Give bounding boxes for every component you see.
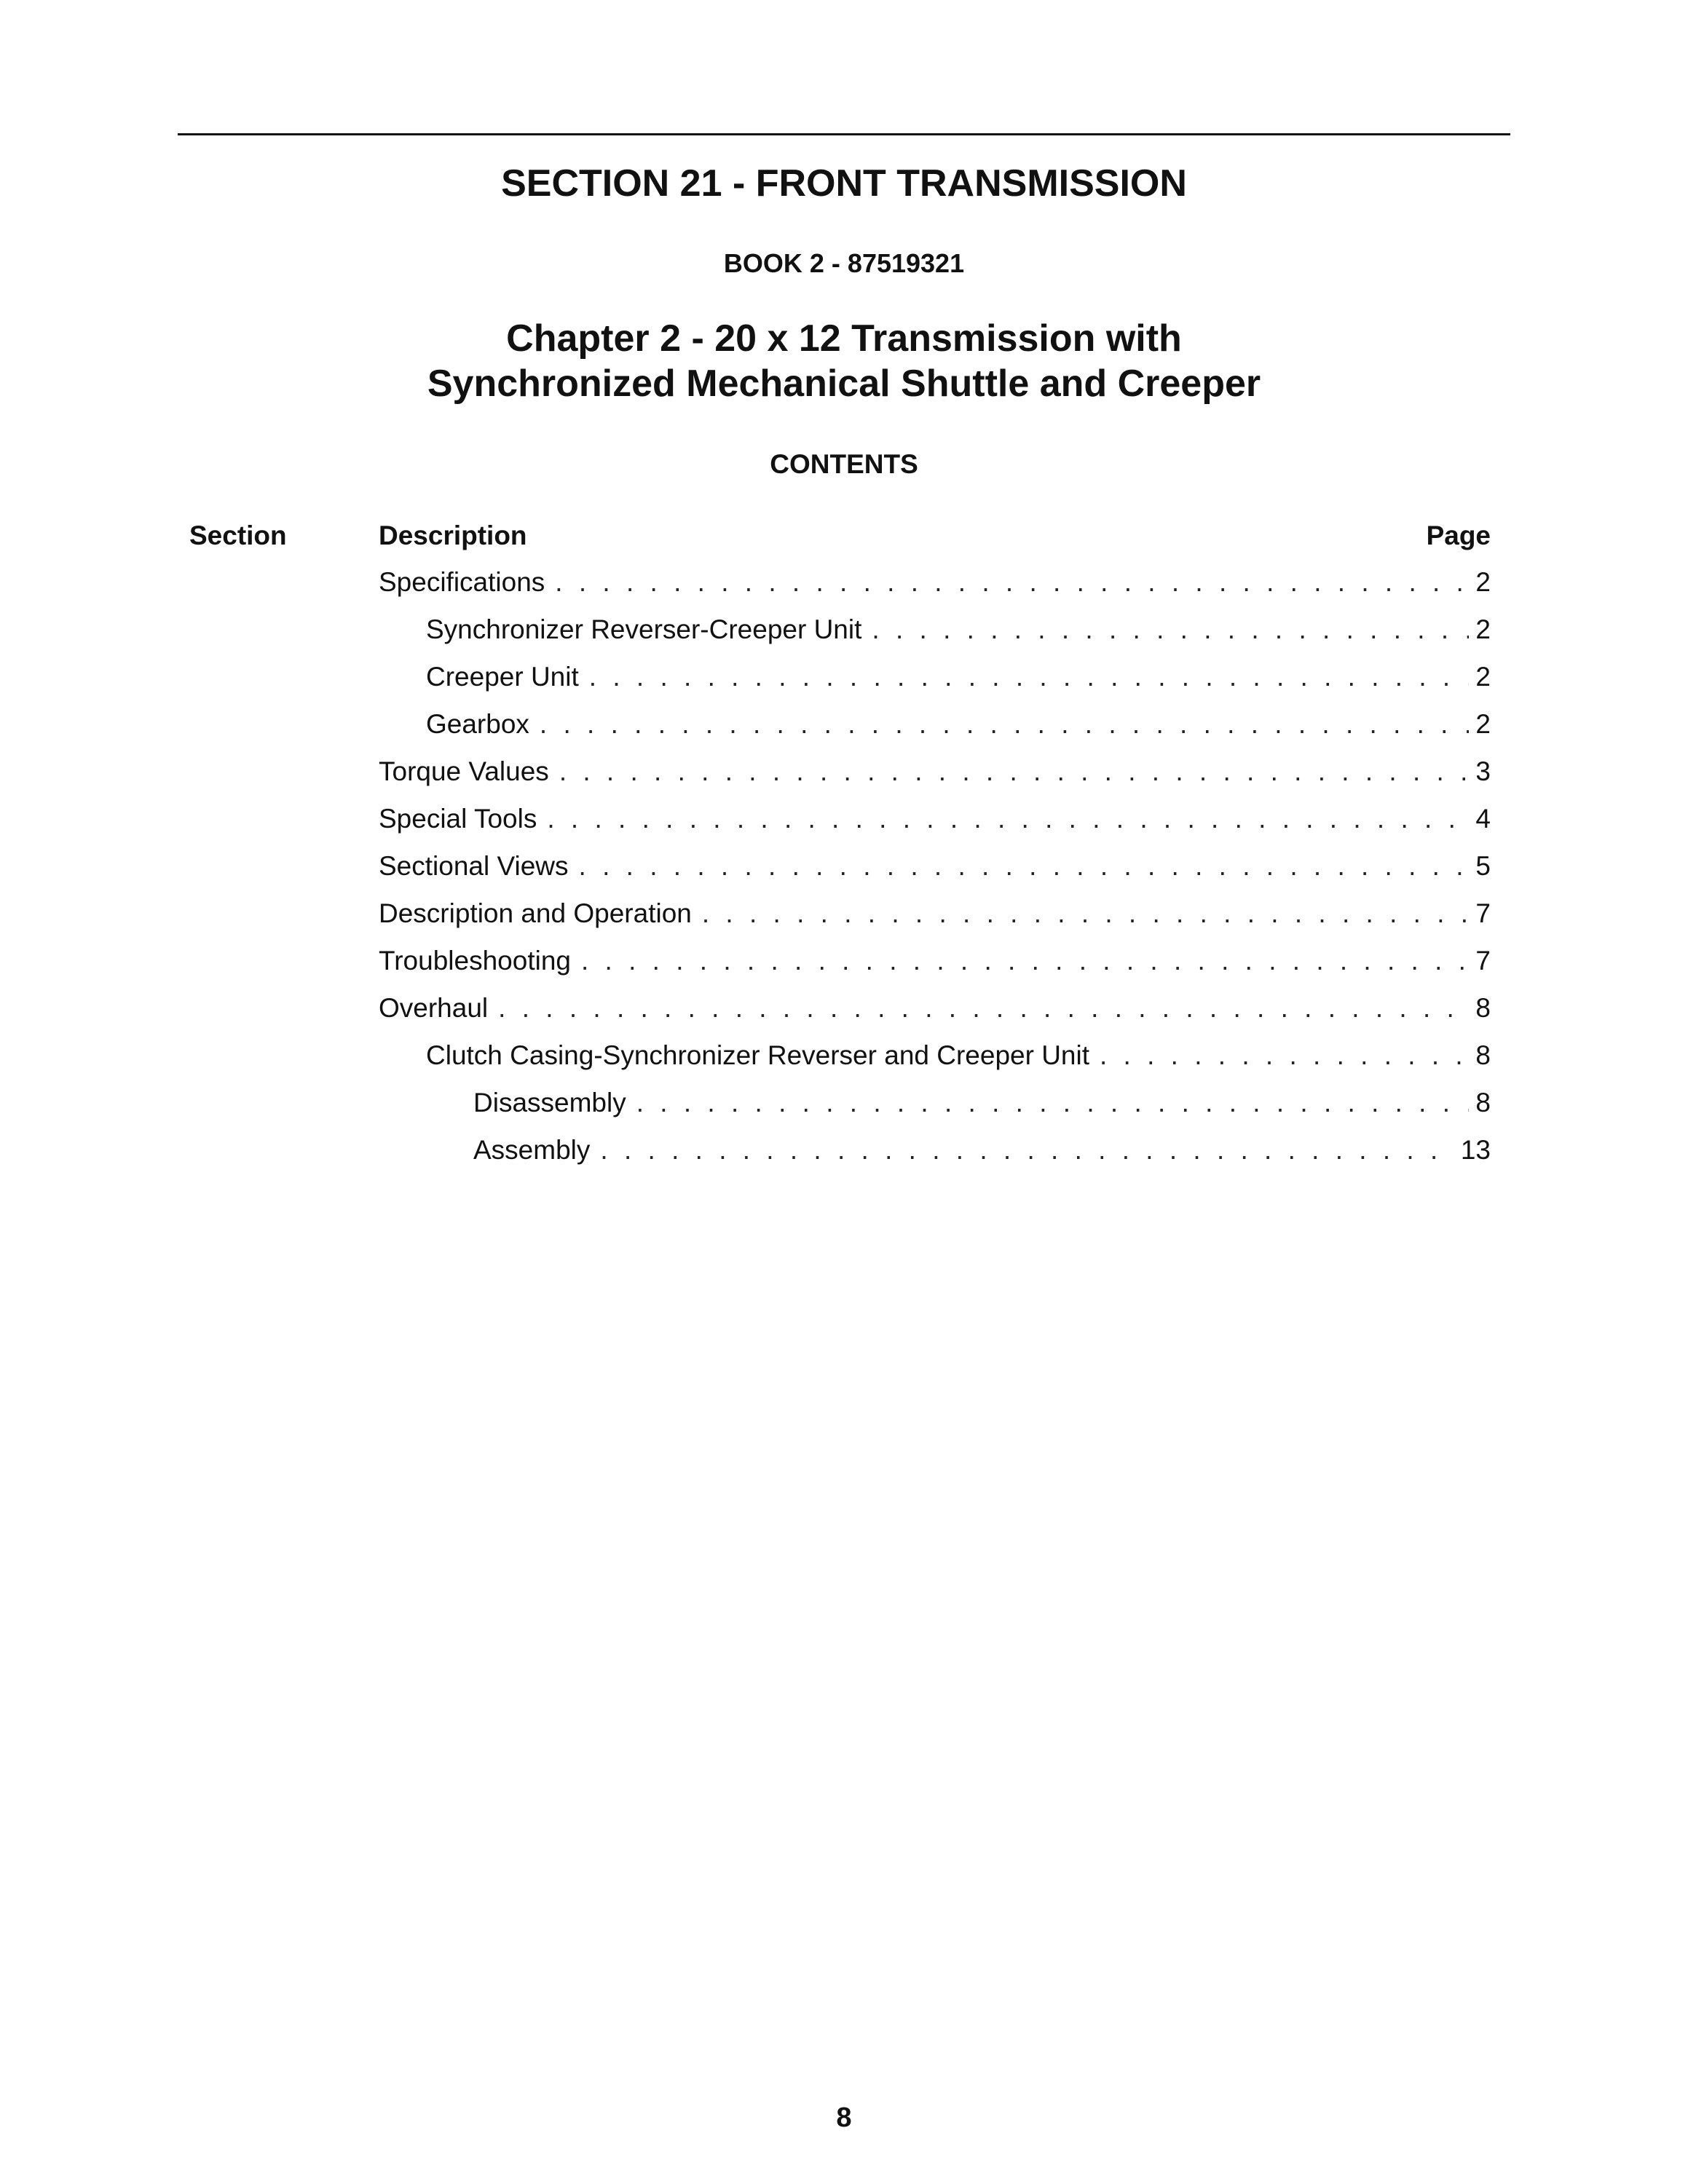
- section-title: SECTION 21 - FRONT TRANSMISSION: [501, 162, 1187, 205]
- toc-entry[interactable]: [379, 1040, 1491, 1087]
- toc-entry-label: Specifications: [379, 567, 545, 597]
- toc-entry-page: 7: [1475, 898, 1491, 928]
- top-rule: [178, 133, 1510, 135]
- toc-entry-label: Sectional Views: [379, 851, 569, 881]
- toc-dot-leader: [600, 1134, 1454, 1166]
- toc-dot-leader: [1100, 1040, 1469, 1072]
- column-header-description: Description: [379, 521, 527, 550]
- toc-dot-leader: [589, 661, 1469, 693]
- toc-entry-label: Description and Operation: [379, 898, 692, 928]
- toc-dot-leader: [872, 614, 1469, 646]
- toc-entry[interactable]: [379, 1087, 1491, 1134]
- toc-dot-leader: [559, 756, 1469, 788]
- toc-entry[interactable]: [379, 850, 1491, 898]
- toc-dot-leader: [547, 803, 1469, 835]
- toc-entry[interactable]: [379, 1134, 1491, 1182]
- toc-entry-label: Special Tools: [379, 804, 537, 834]
- toc-entry-page: 2: [1475, 709, 1491, 739]
- toc-entry-label: Synchronizer Reverser-Creeper Unit: [426, 614, 862, 644]
- toc-entry-page: 5: [1475, 851, 1491, 881]
- toc-entry-label: Creeper Unit: [426, 662, 579, 692]
- contents-heading: CONTENTS: [770, 449, 918, 479]
- toc-dot-leader: [498, 992, 1469, 1024]
- toc-entry[interactable]: [379, 945, 1491, 992]
- toc-entry-label: Clutch Casing-Synchronizer Reverser and Creeper Unit: [426, 1040, 1089, 1070]
- toc-dot-leader: [702, 898, 1469, 930]
- book-number: BOOK 2 - 87519321: [723, 248, 965, 278]
- toc-dot-leader: [579, 850, 1469, 882]
- toc-entry-label: Gearbox: [426, 709, 529, 739]
- chapter-title-line-2: Synchronized Mechanical Shuttle and Creeper: [427, 363, 1261, 405]
- toc-entry-page: 8: [1475, 993, 1491, 1023]
- page-number: 8: [836, 2102, 852, 2133]
- toc-entry-label: Disassembly: [473, 1088, 626, 1117]
- toc-entry-page: 2: [1475, 614, 1491, 644]
- toc-entry-label: Overhaul: [379, 993, 489, 1023]
- toc-entry-page: 13: [1460, 1135, 1491, 1165]
- toc-entry-page: 8: [1475, 1088, 1491, 1117]
- toc-entry-label: Troubleshooting: [379, 946, 571, 976]
- toc-entry[interactable]: [379, 566, 1491, 614]
- toc-dot-leader: [555, 566, 1469, 598]
- toc-entry-page: 3: [1475, 756, 1491, 786]
- toc-dot-leader: [581, 945, 1469, 977]
- toc-entry-page: 2: [1475, 662, 1491, 692]
- toc-entry-page: 7: [1475, 946, 1491, 976]
- toc-dot-leader: [540, 708, 1469, 740]
- toc-entry[interactable]: [379, 803, 1491, 850]
- toc-entry[interactable]: [379, 992, 1491, 1040]
- chapter-title: [0, 316, 1688, 406]
- toc-entry[interactable]: [379, 708, 1491, 756]
- toc-entry-page: 8: [1475, 1040, 1491, 1070]
- toc-entry[interactable]: [379, 898, 1491, 945]
- toc-entry[interactable]: [379, 661, 1491, 708]
- table-of-contents: [379, 566, 1491, 1182]
- toc-entry[interactable]: [379, 614, 1491, 661]
- toc-dot-leader: [636, 1087, 1469, 1119]
- toc-entry-label: Assembly: [473, 1135, 591, 1165]
- toc-entry-page: 4: [1475, 804, 1491, 834]
- column-header-section: Section: [189, 521, 287, 550]
- toc-entry-page: 2: [1475, 567, 1491, 597]
- chapter-title-line-1: Chapter 2 - 20 x 12 Transmission with: [506, 317, 1182, 360]
- column-header-page: Page: [1426, 521, 1491, 550]
- toc-entry[interactable]: [379, 756, 1491, 803]
- toc-entry-label: Torque Values: [379, 756, 549, 786]
